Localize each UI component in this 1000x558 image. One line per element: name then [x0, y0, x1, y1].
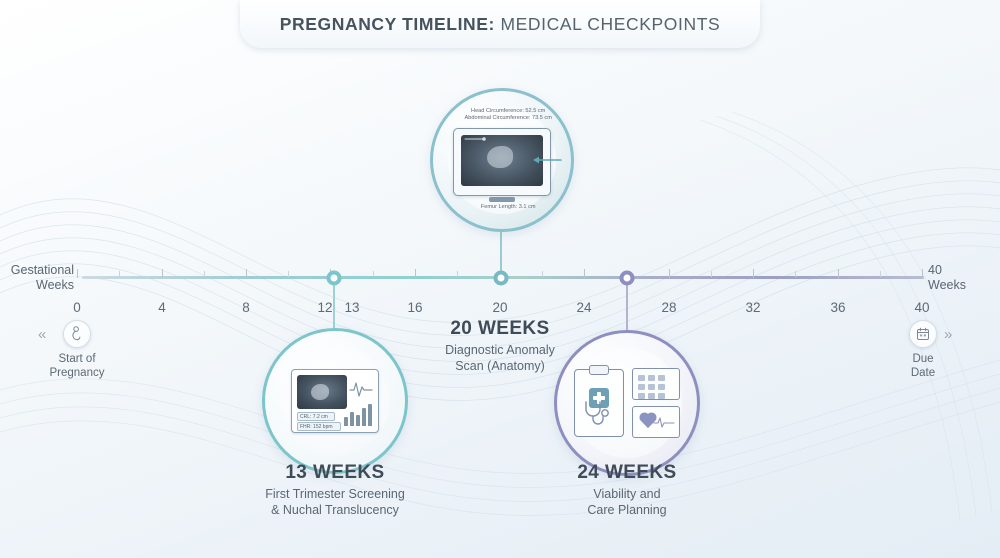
axis-caption-left-line2: Weeks: [36, 278, 74, 292]
axis-tick-minor: [880, 271, 881, 277]
milestone-20-medallion-inner: [448, 106, 556, 214]
page-title-strong: PREGNANCY TIMELINE:: [279, 13, 495, 34]
endpoint-due-label-line1: Due: [912, 353, 934, 365]
clipboard-care-icon: [573, 364, 681, 442]
axis-tick: [669, 269, 670, 278]
axis-tick: [77, 269, 78, 278]
axis-tick: [584, 269, 585, 278]
axis-tick-label: 40: [914, 300, 930, 315]
milestone-13-desc-line2: & Nuchal Translucency: [271, 502, 399, 517]
axis-caption-right-line2: Weeks: [928, 278, 966, 292]
milestone-13-week: 13 WEEKS: [285, 462, 385, 483]
milestone-13-stem: [333, 278, 335, 332]
axis-tick-minor: [795, 271, 796, 277]
heart-monitor-card: [632, 406, 680, 438]
axis-tick-label: 28: [661, 300, 677, 315]
prev-chevron-glyph: «: [38, 326, 47, 343]
measurement-chip-crl: CRL: 7.2 cm: [297, 412, 335, 421]
axis-tick-minor: [204, 271, 205, 277]
axis-caption-right-line1: 40: [928, 263, 942, 277]
report-bar-chart: [344, 402, 372, 426]
milestone-13-dot[interactable]: [327, 271, 342, 286]
milestone-20-desc-line2: Scan (Anatomy): [455, 358, 545, 373]
endpoint-start-label-line1: Start of: [58, 353, 96, 365]
milestone-24-dot[interactable]: [620, 271, 635, 286]
milestone-20-week: 20 WEEKS: [450, 318, 550, 339]
axis-tick-label: 32: [745, 300, 761, 315]
axis-tick-minor: [288, 271, 289, 277]
measure-arrow-icon: [532, 154, 562, 166]
measurement-abdominal-circumference: Abdominal Circumference: 73.5 cm: [464, 115, 552, 121]
fetus-icon: [63, 320, 91, 348]
hospital-card: [632, 368, 680, 400]
axis-tick-label-13: 13: [344, 300, 360, 315]
milestone-24-medallion[interactable]: [554, 330, 700, 476]
page-title-text: [280, 14, 721, 35]
measurement-head-circumference: Head Circumference: 52.5 cm: [471, 108, 546, 114]
milestone-20-medallion[interactable]: [430, 88, 574, 232]
monitor-stand: [489, 197, 515, 202]
axis-tick-minor: [711, 271, 712, 277]
endpoint-due-date[interactable]: [875, 320, 971, 380]
endpoint-start-label-line2: Pregnancy: [49, 367, 105, 379]
milestone-13-desc-line1: First Trimester Screening: [265, 487, 405, 501]
ultrasound-report-icon: [291, 369, 379, 433]
clipboard-clip: [589, 365, 609, 375]
axis-tick: [415, 269, 416, 278]
hospital-window-grid: [638, 375, 665, 399]
axis-tick: [162, 269, 163, 278]
clipboard-icon: [574, 369, 624, 437]
stethoscope-icon: [581, 400, 615, 426]
measure-marker-icon: [464, 132, 486, 146]
axis-tick-label: 4: [158, 300, 166, 315]
heartbeat-wave-icon: [349, 378, 373, 400]
milestone-20-desc-line1: Diagnostic Anomaly: [445, 343, 555, 357]
milestone-24-desc-line2: Care Planning: [587, 502, 667, 517]
page-title: [240, 0, 760, 48]
axis-tick-minor: [542, 271, 543, 277]
axis-tick-label: 20: [492, 300, 508, 315]
endpoint-due-label-line2: Date: [910, 367, 936, 379]
axis-tick-label: 8: [242, 300, 250, 315]
axis-tick-label: 12: [317, 300, 333, 315]
axis-tick: [838, 269, 839, 278]
axis-tick: [753, 269, 754, 278]
milestone-24-desc-line1: Viability and: [593, 487, 661, 501]
page-title-rest: MEDICAL CHECKPOINTS: [494, 13, 721, 34]
milestone-24-stem: [626, 278, 628, 332]
axis-tick-label: 0: [73, 300, 81, 315]
measurement-femur-length: Femur Length: 3.1 cm: [480, 204, 536, 210]
axis-tick-label: 16: [407, 300, 423, 315]
ecg-line-icon: [653, 416, 675, 428]
next-chevron-glyph: »: [944, 326, 953, 343]
axis-caption-left: [6, 263, 74, 293]
axis-caption-right: [928, 263, 994, 293]
endpoint-start-of-pregnancy[interactable]: [29, 320, 125, 380]
axis-tick-minor: [457, 271, 458, 277]
axis-caption-left-line1: Gestational: [10, 263, 74, 277]
measurement-chip-fhr: FHR: 152 bpm: [297, 422, 341, 431]
axis-tick-minor: [119, 271, 120, 277]
milestone-13-label: [205, 462, 465, 518]
axis-tick-label: 36: [830, 300, 846, 315]
milestone-24-label: [497, 462, 757, 518]
axis-tick: [922, 269, 923, 278]
milestone-20-dot[interactable]: [494, 271, 509, 286]
milestone-20-icon-wrap: [448, 108, 556, 212]
axis-tick: [246, 269, 247, 278]
ultrasound-image: [297, 375, 347, 409]
axis-tick-minor: [373, 271, 374, 277]
axis-tick-label: 24: [576, 300, 592, 315]
milestone-24-week: 24 WEEKS: [577, 462, 677, 483]
care-cards-stack: [632, 368, 680, 438]
milestone-24-medallion-inner: [572, 348, 681, 457]
calendar-icon: [909, 320, 937, 348]
